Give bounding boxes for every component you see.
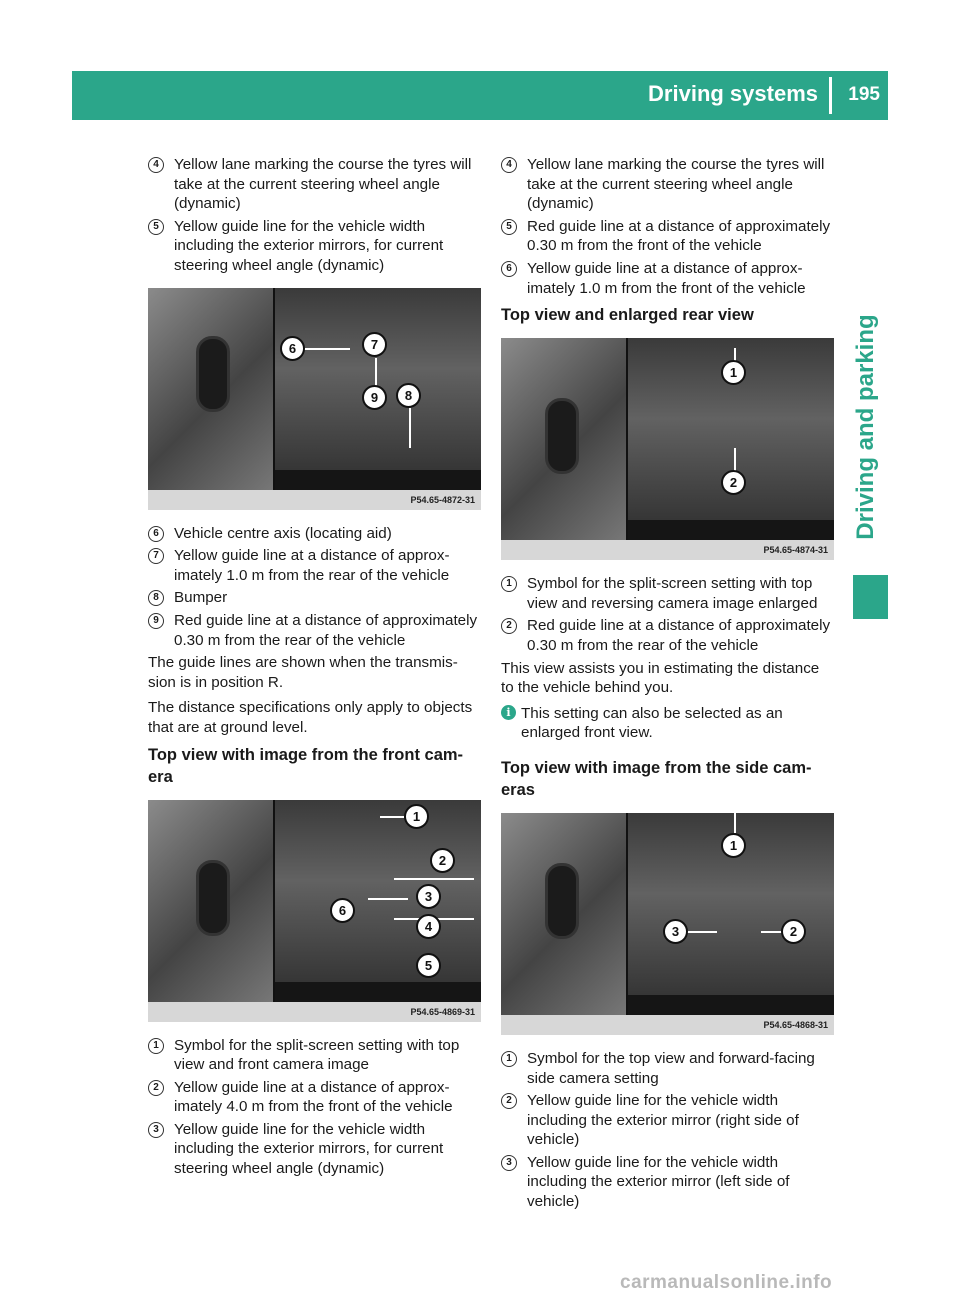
callout-6: 6 xyxy=(330,898,355,923)
info-note xyxy=(501,704,834,743)
item-number: 3 xyxy=(501,1155,517,1171)
legend-item xyxy=(501,574,834,613)
camera-toolbar xyxy=(628,520,834,540)
watermark: carmanualsonline.info xyxy=(620,1272,833,1293)
callout-6: 6 xyxy=(280,336,305,361)
legend-item xyxy=(148,1036,481,1075)
item-text: Yellow lane marking the course the tyres will take at the current steering wheel angle (dynamic) xyxy=(174,156,472,213)
item-number: 4 xyxy=(501,157,517,173)
info-icon: i xyxy=(501,705,516,720)
chapter-label: Driving and parking xyxy=(852,314,879,540)
legend-item xyxy=(148,611,481,650)
legend-item xyxy=(148,546,481,585)
item-text: Yellow lane marking the course the tyres will take at the current steering wheel angle (dynamic) xyxy=(527,156,825,213)
figure-code: P54.65-4869-31 xyxy=(148,1002,481,1022)
item-text: Red guide line at a distance of approximately 0.30 m from the rear of the vehicle xyxy=(527,617,831,654)
item-text: Vehicle centre axis (locating aid) xyxy=(174,524,392,542)
figure-side-cameras xyxy=(501,813,834,1035)
column-right xyxy=(501,155,834,1215)
figure-code: P54.65-4874-31 xyxy=(501,540,834,560)
figure-code: P54.65-4872-31 xyxy=(148,490,481,510)
chapter-tab xyxy=(846,313,886,553)
camera-toolbar xyxy=(275,982,481,1002)
legend-item xyxy=(148,1120,481,1179)
callout-1: 1 xyxy=(721,833,746,858)
vehicle-top-view xyxy=(196,860,230,936)
column-left xyxy=(148,155,481,1182)
item-number: 2 xyxy=(148,1080,164,1096)
header-separator xyxy=(829,77,832,114)
legend-item xyxy=(501,217,834,256)
item-number: 5 xyxy=(501,219,517,235)
section-title: Driving systems xyxy=(648,81,818,106)
item-number: 1 xyxy=(501,576,517,592)
paragraph: This view assists you in estimating the distance to the vehicle behind you. xyxy=(501,659,820,697)
legend-item xyxy=(148,588,481,608)
item-text: Yellow guide line for the vehicle width including the exterior mirrors, for current steering wheel angle (dynamic) xyxy=(174,1120,444,1178)
item-text: Symbol for the split-screen setting with top view and reversing camera image enlarged xyxy=(527,575,818,612)
vehicle-top-view xyxy=(545,398,579,474)
heading: Top view and enlarged rear view xyxy=(501,306,754,325)
heading: Top view with image from the front cam- era xyxy=(148,745,464,786)
camera-pane xyxy=(275,800,481,1002)
item-number: 3 xyxy=(148,1122,164,1138)
figure-front-camera xyxy=(148,800,481,1022)
callout-7: 7 xyxy=(362,332,387,357)
callout-3: 3 xyxy=(416,884,441,909)
figure-code: P54.65-4868-31 xyxy=(501,1015,834,1035)
item-number: 8 xyxy=(148,590,164,606)
item-text: Bumper xyxy=(174,589,228,607)
legend-item xyxy=(501,259,834,298)
item-number: 6 xyxy=(148,526,164,542)
paragraph: The distance specifications only apply to objects that are at ground level. xyxy=(148,699,473,736)
item-text: Yellow guide line for the vehicle width including the exterior mirror (right side of vehicle) xyxy=(527,1092,799,1149)
page-number: 195 xyxy=(848,84,880,105)
item-number: 2 xyxy=(501,1093,517,1109)
legend-item xyxy=(501,155,834,214)
item-text: Symbol for the top view and forward-facing side camera setting xyxy=(527,1049,815,1087)
legend-item xyxy=(148,1078,481,1117)
legend-item xyxy=(148,524,481,544)
chapter-marker xyxy=(853,575,888,619)
info-text: This setting can also be selected as an enlarged front view. xyxy=(521,704,783,742)
item-number: 6 xyxy=(501,261,517,277)
item-text: Symbol for the split-screen setting with top view and front camera image xyxy=(174,1036,460,1074)
item-text: Yellow guide line for the vehicle width including the exterior mirror (left side of vehicle) xyxy=(527,1153,790,1211)
item-text: Yellow guide line for the vehicle width including the exterior mirrors, for current steering wheel angle (dynamic) xyxy=(174,217,444,274)
paragraph: The guide lines are shown when the transmis- sion is in position R. xyxy=(148,654,458,691)
camera-toolbar xyxy=(275,470,481,490)
legend-item xyxy=(501,1153,834,1212)
callout-5: 5 xyxy=(416,953,441,978)
figure-enlarged-rear-view xyxy=(501,338,834,560)
callout-2: 2 xyxy=(781,919,806,944)
callout-1: 1 xyxy=(721,360,746,385)
item-text: Yellow guide line at a distance of approx- imately 4.0 m from the front of the vehicle xyxy=(174,1078,453,1116)
item-number: 2 xyxy=(501,618,517,634)
heading: Top view with image from the side cam- eras xyxy=(501,758,812,799)
item-text: Yellow guide line at a distance of approx- imately 1.0 m from the rear of the vehicle xyxy=(174,547,450,584)
item-text: Yellow guide line at a distance of approx- imately 1.0 m from the front of the vehicle xyxy=(527,259,806,297)
callout-3: 3 xyxy=(663,919,688,944)
legend-item xyxy=(148,155,481,214)
callout-2: 2 xyxy=(721,470,746,495)
vehicle-top-view xyxy=(545,863,579,939)
callout-1: 1 xyxy=(404,804,429,829)
vehicle-top-view xyxy=(196,336,230,412)
callout-9: 9 xyxy=(362,385,387,410)
callout-8: 8 xyxy=(396,383,421,408)
legend-item xyxy=(501,1049,834,1088)
item-number: 1 xyxy=(501,1051,517,1067)
callout-4: 4 xyxy=(416,914,441,939)
legend-item xyxy=(501,1091,834,1150)
item-number: 1 xyxy=(148,1038,164,1054)
item-number: 4 xyxy=(148,157,164,173)
camera-toolbar xyxy=(628,995,834,1015)
item-number: 7 xyxy=(148,548,164,564)
callout-2: 2 xyxy=(430,848,455,873)
item-text: Red guide line at a distance of approximately 0.30 m from the front of the vehicle xyxy=(527,217,831,255)
page-header xyxy=(72,71,888,120)
item-number: 9 xyxy=(148,613,164,629)
item-number: 5 xyxy=(148,219,164,235)
legend-item xyxy=(148,217,481,276)
figure-rear-camera xyxy=(148,288,481,510)
legend-item xyxy=(501,616,834,655)
item-text: Red guide line at a distance of approximately 0.30 m from the rear of the vehicle xyxy=(174,611,478,649)
